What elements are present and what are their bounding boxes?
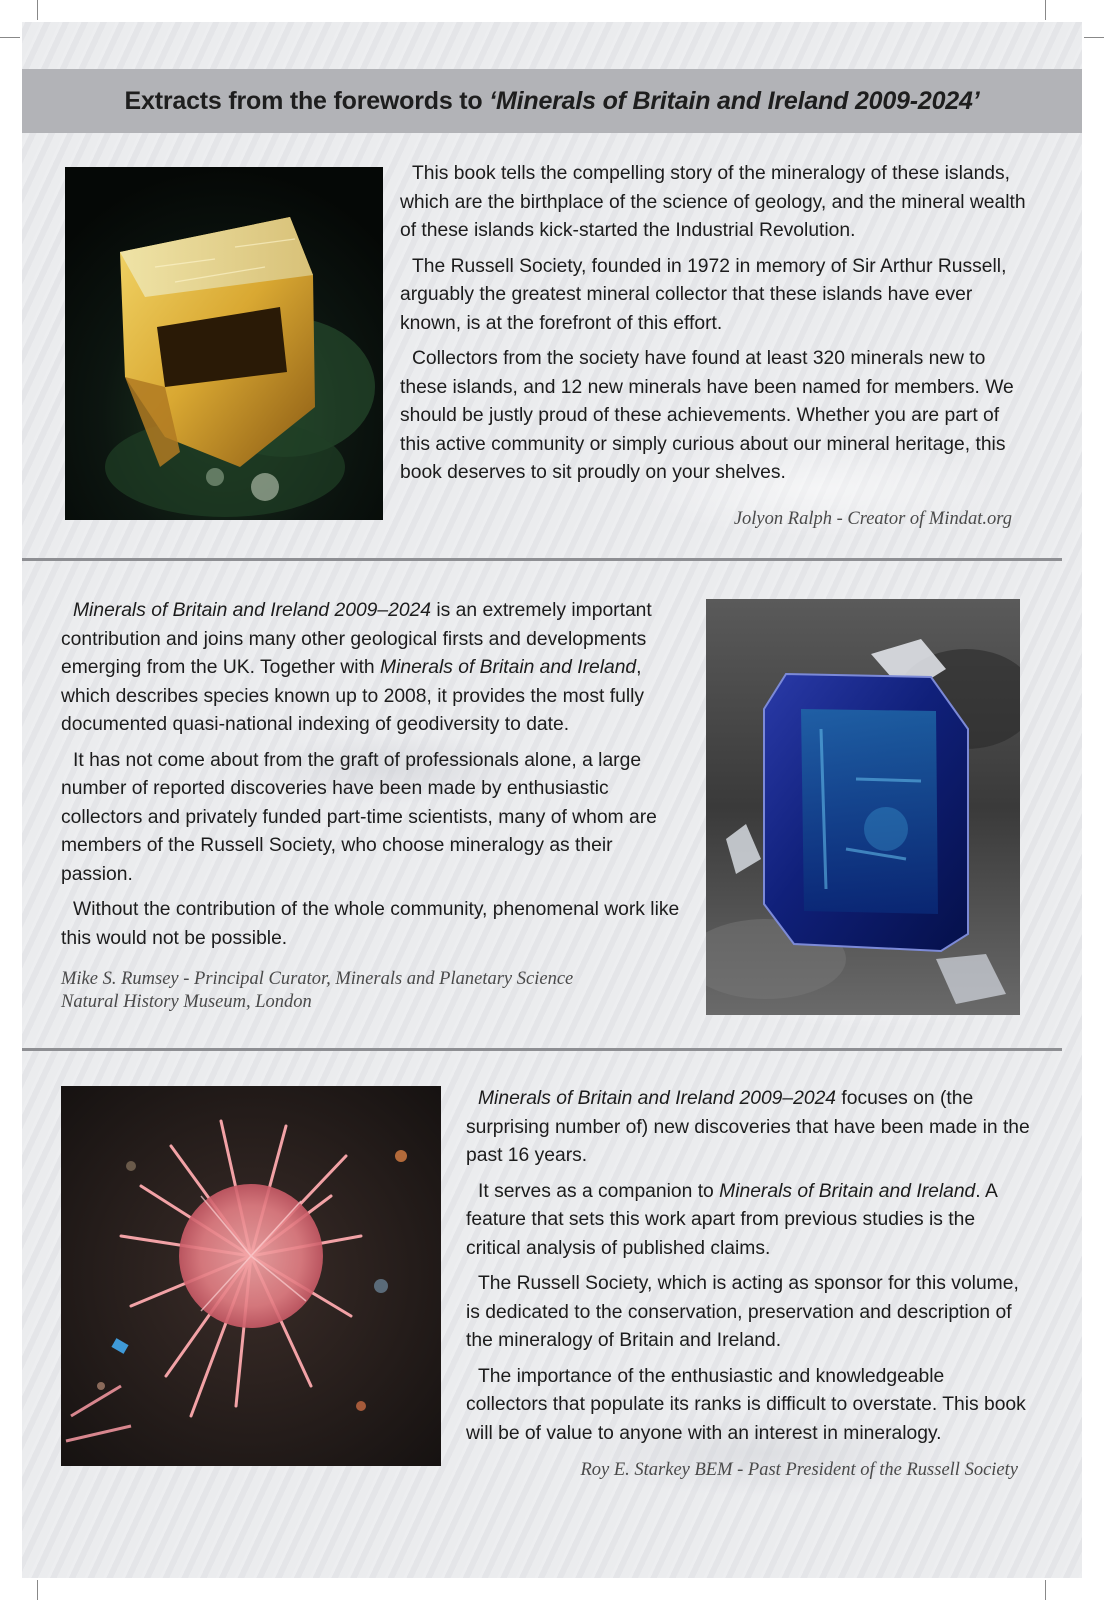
attribution-line: Mike S. Rumsey - Principal Curator, Minerals and Planetary Science: [61, 969, 574, 989]
blue-crystal-photo: [706, 599, 1020, 1015]
attribution-line: Natural History Museum, London: [61, 992, 312, 1012]
pink-crystal-photo: [61, 1086, 441, 1466]
foreword-3-paragraph: The importance of the enthusiastic and knowledgeable collectors that populate its ranks is difficult to overstate. This book will be of value to anyone with an interest in mineralogy.: [466, 1365, 1026, 1444]
foreword-2-attribution: [61, 968, 681, 1014]
crop-mark: [1045, 0, 1046, 20]
foreword-1-paragraph: This book tells the compelling story of the mineralogy of these islands, which are the birthplace of the science of geology, and the mineral wealth of these islands kick-started the Industrial Revolution.: [400, 163, 1026, 241]
foreword-1-paragraph: The Russell Society, founded in 1972 in memory of Sir Arthur Russell, arguably the greatest mineral collector that these islands have ever known, is at the forefront of this effort.: [400, 255, 1007, 334]
foreword-3-paragraph: Minerals of Britain and Ireland 2009–2024 focuses on (the surprising number of) new discoveries that have been made in the past 16 years.: [466, 1088, 1030, 1166]
foreword-3-paragraph: It serves as a companion to Minerals of Britain and Ireland. A feature that sets this work apart from previous studies is the critical analysis of published claims.: [466, 1180, 997, 1259]
foreword-3-text: [466, 1085, 1031, 1448]
foreword-1-paragraph: Collectors from the society have found at least 320 minerals new to these islands, and 12 new minerals have been named for members. We should be justly proud of these achievements. Whether you are part of this active community or simply curious about our mineral heritage, this book deserves to sit proudly on your shelves.: [400, 348, 1014, 483]
section-divider: [22, 558, 1062, 561]
section-divider: [22, 1048, 1062, 1051]
crop-mark: [37, 1580, 38, 1600]
crop-mark: [1045, 1580, 1046, 1600]
foreword-3-paragraph: The Russell Society, which is acting as sponsor for this volume, is dedicated to the conservation, preservation and description of the mineralogy of Britain and Ireland.: [466, 1273, 1019, 1351]
crop-mark: [37, 0, 38, 20]
foreword-1-text: [400, 160, 1030, 488]
foreword-2-paragraph: Without the contribution of the whole community, phenomenal work like this would not be possible.: [61, 899, 680, 949]
foreword-1-attribution: Jolyon Ralph - Creator of Mindat.org: [733, 509, 1012, 529]
gold-crystal-photo: [65, 167, 383, 520]
foreword-2-paragraph: It has not come about from the graft of professionals alone, a large number of reported discoveries have been made by enthusiastic collectors and privately funded part-time scientists, many of whom are members of the Russell Society, who choose mineralogy as their passion.: [61, 749, 657, 885]
title-bar: [22, 69, 1082, 133]
page-title: Extracts from the forewords to ‘Minerals of Britain and Ireland 2009-2024’: [124, 86, 980, 115]
foreword-2-text: [61, 597, 691, 953]
crop-mark: [0, 37, 20, 38]
crop-mark: [1084, 37, 1104, 38]
foreword-2-paragraph: Minerals of Britain and Ireland 2009–2024 is an extremely important contribution and joins many other geological firsts and developments emerging from the UK. Together with Minerals of Britain and Ireland, which describes species known up to 2008, it provides the most fully documented quasi-national indexing of geodiversity to date.: [61, 600, 652, 735]
foreword-3-attribution: Roy E. Starkey BEM - Past President of the Russell Society: [580, 1460, 1018, 1480]
